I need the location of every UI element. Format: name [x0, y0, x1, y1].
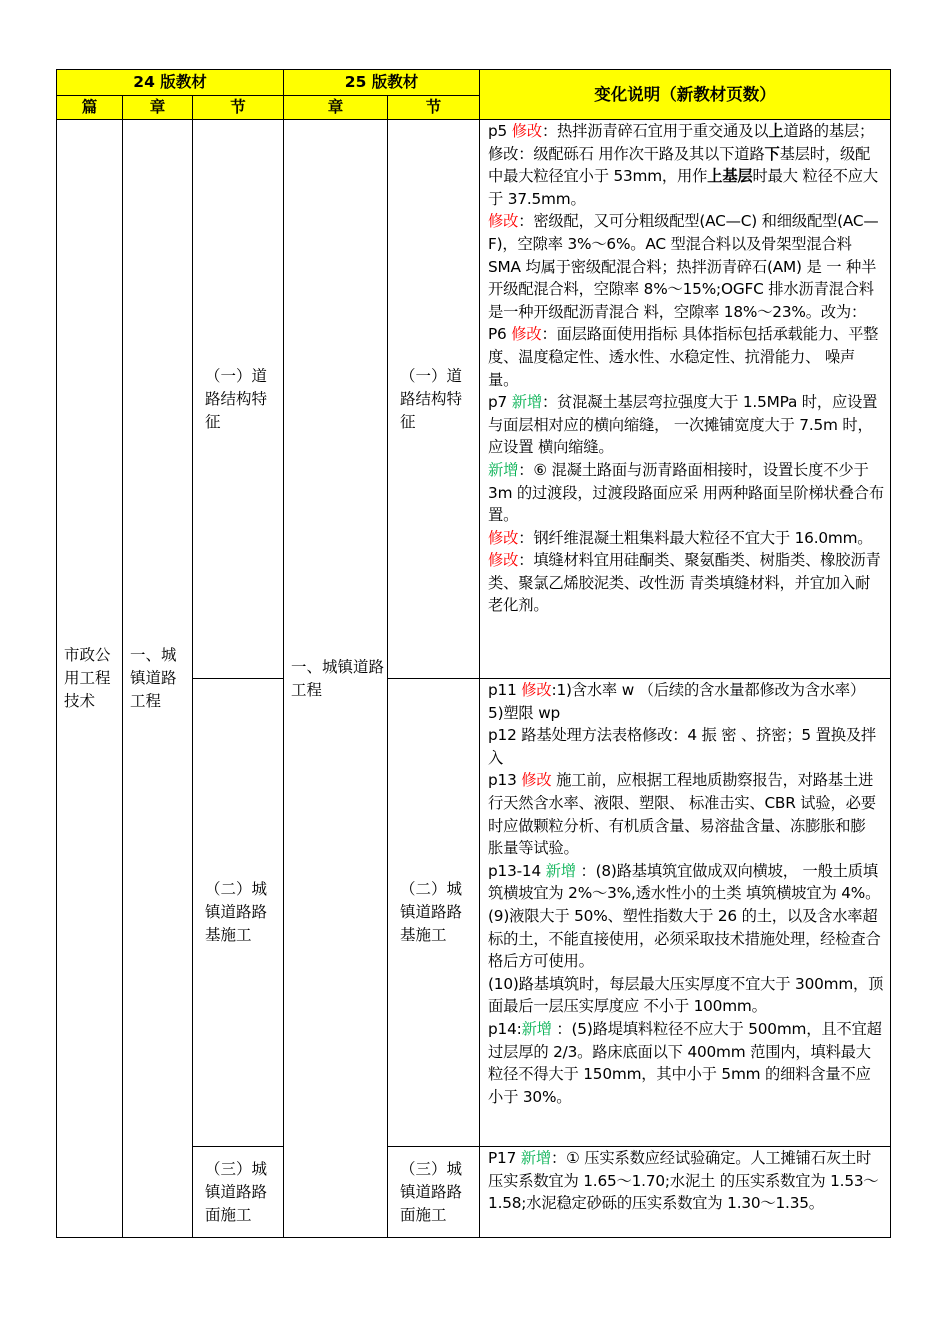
jie-24-cell: （二）城镇道路路基施工 [193, 679, 284, 1147]
header-zhang-25: 章 [284, 96, 388, 120]
note-line: p7 新增：贫混凝土基层弯拉强度大于 1.5MPa 时，应设置与面层相对应的横向缩缝， 一次摊铺宽度大于 7.5m 时，应设置 横向缩缝。 [488, 393, 878, 457]
change-notes [480, 679, 891, 1147]
note-line: (10)路基填筑时，每层最大压实厚度不宜大于 300mm，顶面最后一层压实厚度应 不小于 100mm。 [488, 974, 884, 1016]
table-row [57, 120, 891, 679]
change-notes [480, 1147, 891, 1238]
jie-24-cell: （三）城镇道路路面施工 [193, 1147, 284, 1238]
note-line: P6 修改：面层路面使用指标 具体指标包括承载能力、平整度、温度稳定性、透水性、水稳定性、抗滑能力、 噪声量。 [488, 325, 879, 389]
jie-24-cell: （一）道路结构特征 [193, 120, 284, 679]
note-line: P17 新增：① 压实系数应经试验确定。人工摊铺石灰土时压实系数宜为 1.65～1.70;水泥土 的压实系数宜为 1.53～1.58;水泥稳定砂砾的压实系数宜为 1.30～1.35。 [488, 1149, 879, 1213]
note-line: p11 修改:1)含水率 w （后续的含水量都修改为含水率） 5)塑限 wp [488, 681, 866, 722]
header-jie-25: 节 [388, 96, 480, 120]
comparison-table [56, 69, 891, 1238]
note-line: p5 修改：热拌沥青碎石宜用于重交通及以上道路的基层； [488, 122, 875, 140]
note-line: p13 修改 施工前，应根据工程地质勘察报告，对路基土进行天然含水率、液限、塑限、 标准击实、CBR 试验，必要时应做颗粒分析、有机质含量、易溶盐含量、冻膨胀和膨 胀量等试验。 [488, 771, 876, 858]
pian-cell: 市政公用工程技术 [57, 120, 123, 1238]
header-change-description: 变化说明（新教材页数） [480, 70, 891, 120]
header-jie-24: 节 [193, 96, 284, 120]
jie-25-cell: （三）城镇道路路面施工 [388, 1147, 480, 1238]
note-line: 修改：密级配，又可分粗级配型(AC—C) 和细级配型(AC—F)，空隙率 3%～6%。AC 型混合料以及骨架型混合料 SMA 均属于密级配混合料；热拌沥青碎石(AM) 是 一 种半开级配混合料，空隙率 8%～15%;OGFC 排水沥青混合料是一种开级配沥青混合 料，空隙率 18%～23%。改为： [488, 212, 879, 321]
note-line: 修改：级配砾石 用作次干路及其以下道路下基层时，级配中最大粒径宜小于 53mm，用作上基层时最大 粒径不应大于 37.5mm。 [488, 144, 878, 208]
zhang-24-cell: 一、城镇道路工程 [123, 120, 193, 1238]
note-line: (9)液限大于 50%、塑性指数大于 26 的土，以及含水率超标的土，不能直接使用，必须采取技术措施处理，经检查合格后方可使用。 [488, 906, 881, 971]
header-zhang-24: 章 [123, 96, 193, 120]
zhang-25-cell: 一、城镇道路工程 [284, 120, 388, 1238]
note-line: p12 路基处理方法表格修改：4 振 密 、挤密；5 置换及拌入 [488, 726, 877, 767]
header-pian: 篇 [57, 96, 123, 120]
note-line: 新增：⑥ 混凝土路面与沥青路面相接时，设置长度不少于 3m 的过渡段，过渡段路面应采 用两种路面呈阶梯状叠合布置。 [488, 460, 884, 525]
note-line: 修改：填缝材料宜用硅酮类、聚氨酯类、树脂类、橡胶沥青类、聚氯乙烯胶泥类、改性沥 青类填缝材料，并宜加入耐老化剂。 [488, 551, 881, 615]
jie-25-cell: （二）城镇道路路基施工 [388, 679, 480, 1147]
note-line: p13-14 新增 ：(8)路基填筑宜做成双向横坡， 一般土质填筑横坡宜为 2%～3%,透水性小的土类 填筑横坡宜为 4%。 [488, 861, 881, 903]
change-notes [480, 120, 891, 679]
note-line: 修改：钢纤维混凝土粗集料最大粒径不宜大于 16.0mm。 [488, 528, 873, 547]
header-row-1 [57, 70, 891, 96]
jie-25-cell: （一）道路结构特征 [388, 120, 480, 679]
header-25-edition: 25 版教材 [284, 70, 480, 96]
header-24-edition: 24 版教材 [57, 70, 284, 96]
note-line: p14:新增 ：(5)路堤填料粒径不应大于 500mm，且不宜超过层厚的 2/3。路床底面以下 400mm 范围内，填料最大粒径不得大于 150mm，其中小于 5mm 的细料含量不应小于 30%。 [488, 1019, 882, 1106]
